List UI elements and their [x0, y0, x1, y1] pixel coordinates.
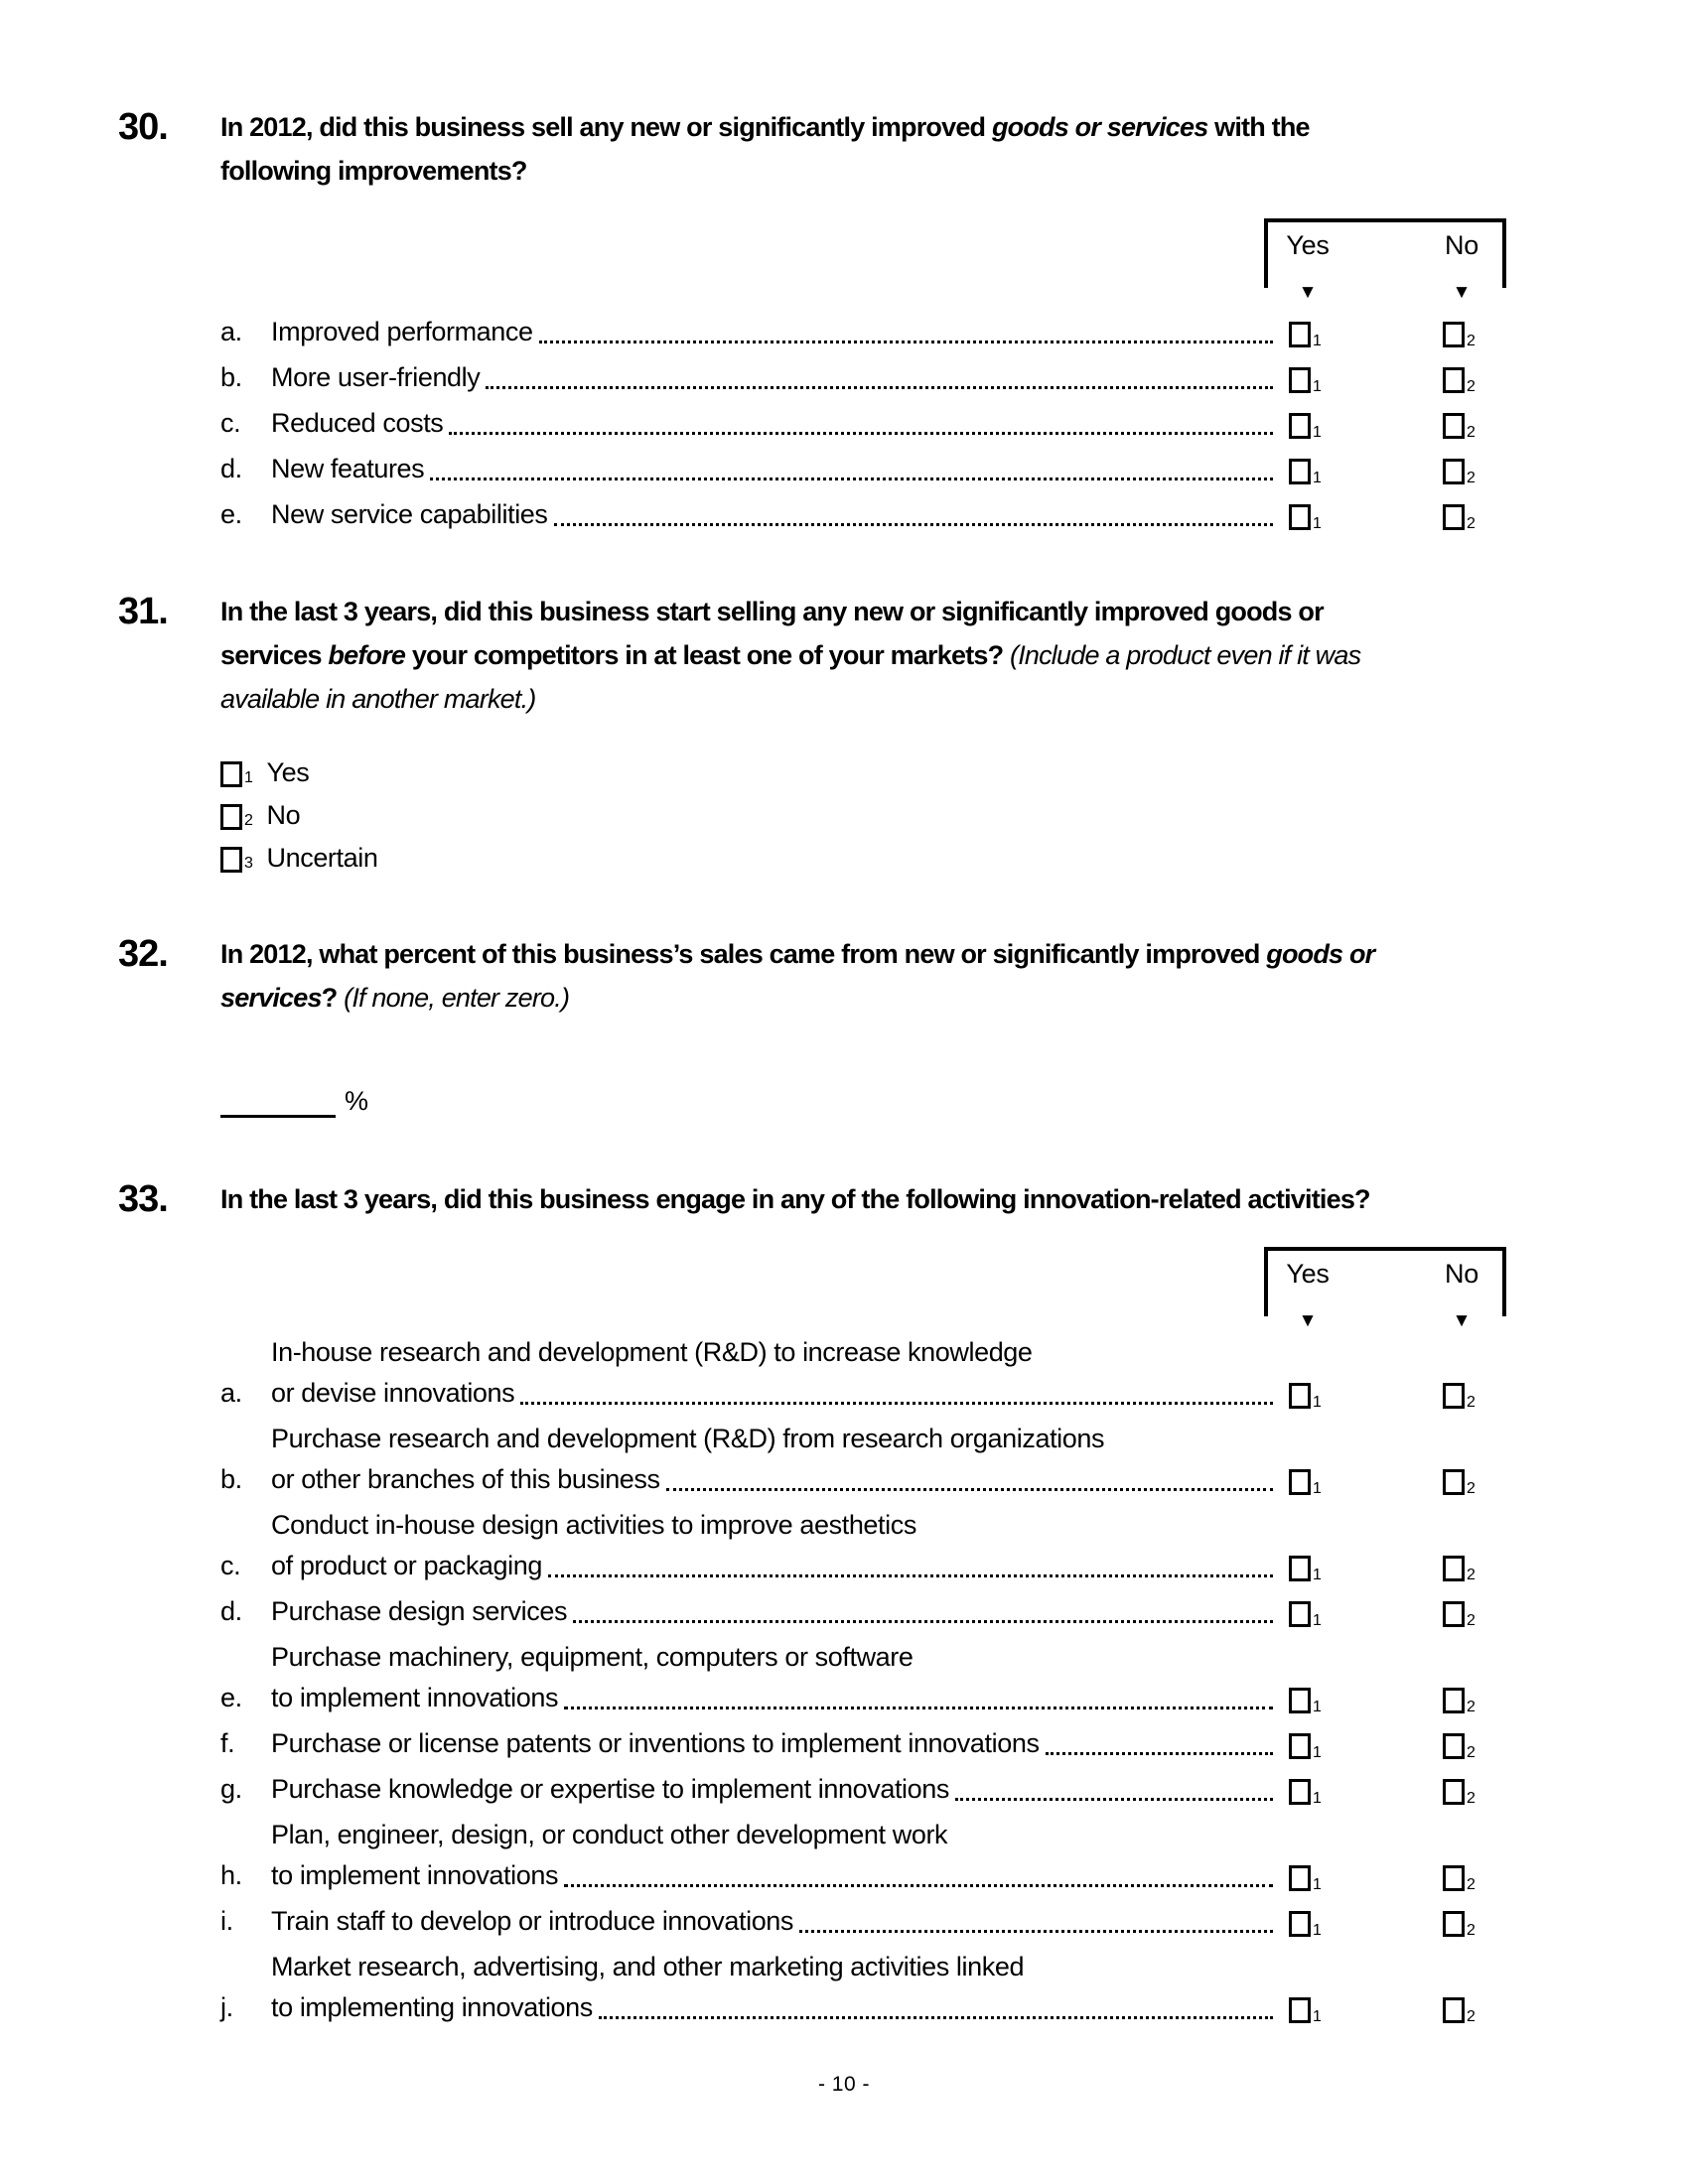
- dotted-leader: [666, 1488, 1273, 1491]
- q31-option-yes: [220, 756, 1556, 789]
- q30-e-yes-checkbox[interactable]: [1289, 504, 1311, 530]
- item-letter: a.: [220, 1378, 242, 1408]
- question-30-prompt-line-1: [220, 105, 1556, 149]
- item-text: Train staff to develop or introduce innovations: [271, 1906, 794, 1936]
- q33-f-no-checkbox[interactable]: [1443, 1733, 1465, 1759]
- prompt-emphasis: goods or services: [991, 112, 1208, 142]
- q33-yes-arrow-icon: ▼: [1298, 1310, 1318, 1331]
- q33-item-list: [220, 1332, 1556, 2028]
- checkbox-code: 1: [1313, 1790, 1322, 1807]
- item-text-line-1: In-house research and development (R&D) to increase knowledge: [271, 1337, 1033, 1367]
- item-text: More user-friendly: [271, 362, 481, 392]
- item-text: Reduced costs: [271, 408, 444, 438]
- item-letter: b.: [220, 1464, 242, 1494]
- checkbox-code: 1: [1313, 470, 1322, 486]
- q33-c-yes-checkbox[interactable]: [1289, 1556, 1311, 1581]
- q31-yes-checkbox[interactable]: [220, 761, 242, 787]
- checkbox-code: 2: [1467, 1744, 1476, 1761]
- q30-a-no-checkbox[interactable]: [1443, 322, 1465, 347]
- q33-j-no-checkbox[interactable]: [1443, 1997, 1465, 2023]
- q30-d-no-checkbox[interactable]: [1443, 459, 1465, 484]
- q31-option-no: [220, 799, 1556, 832]
- dotted-leader: [430, 478, 1273, 480]
- dotted-leader: [554, 523, 1273, 526]
- checkbox-code: 2: [1467, 1876, 1476, 1893]
- item-text-line-1: Purchase research and development (R&D) from research organizations: [271, 1424, 1105, 1453]
- item-letter: i.: [220, 1906, 233, 1936]
- q33-f-yes-checkbox[interactable]: [1289, 1733, 1311, 1759]
- q33-i-no-checkbox[interactable]: [1443, 1911, 1465, 1937]
- question-31: [118, 590, 1688, 885]
- q33-i-yes-checkbox[interactable]: [1289, 1911, 1311, 1937]
- q33-c-no-checkbox[interactable]: [1443, 1556, 1465, 1581]
- q31-options: [220, 756, 1556, 875]
- q33-j-yes-checkbox[interactable]: [1289, 1997, 1311, 2023]
- checkbox-code: 1: [1313, 1394, 1322, 1411]
- checkbox-code: 2: [1467, 1480, 1476, 1497]
- q33-item-b: [220, 1419, 1556, 1500]
- item-text-line-1: Market research, advertising, and other marketing activities linked: [271, 1952, 1025, 1981]
- checkbox-code: 2: [1467, 333, 1476, 349]
- question-32-prompt-line-2: [220, 976, 1556, 1020]
- prompt-text: ?: [321, 983, 345, 1013]
- checkbox-code: 1: [1313, 424, 1322, 441]
- dotted-leader: [955, 1798, 1273, 1801]
- checkbox-code: 2: [1467, 515, 1476, 532]
- q33-a-no-checkbox[interactable]: [1443, 1383, 1465, 1409]
- checkbox-code: 2: [1467, 1699, 1476, 1715]
- q33-yes-no-header-bracket: [1264, 1247, 1506, 1331]
- q30-item-e: [220, 494, 1556, 535]
- item-letter: g.: [220, 1774, 242, 1804]
- q30-no-arrow-icon: ▼: [1452, 282, 1472, 303]
- item-text-line-2: or devise innovations: [271, 1378, 515, 1408]
- q33-e-no-checkbox[interactable]: [1443, 1688, 1465, 1713]
- q33-no-column-label: No: [1445, 1259, 1478, 1289]
- checkbox-code: 1: [1313, 1744, 1322, 1761]
- prompt-note: (If none, enter zero.): [344, 983, 570, 1013]
- page-number: - 10 -: [817, 2073, 870, 2096]
- q33-item-i: [220, 1901, 1556, 1942]
- prompt-emphasis: services: [220, 983, 322, 1013]
- option-label: Uncertain: [266, 843, 378, 873]
- prompt-text: your competitors in at least one of your markets?: [405, 640, 1010, 670]
- item-text-line-2: of product or packaging: [271, 1551, 542, 1580]
- prompt-note: (Include a product even if it was: [1010, 640, 1361, 670]
- q32-percent-input[interactable]: [220, 1081, 336, 1118]
- q33-b-yes-checkbox[interactable]: [1289, 1469, 1311, 1495]
- item-letter: a.: [220, 317, 242, 346]
- percent-sign: %: [345, 1086, 368, 1116]
- dotted-leader: [548, 1574, 1273, 1577]
- q33-h-yes-checkbox[interactable]: [1289, 1865, 1311, 1891]
- q33-g-no-checkbox[interactable]: [1443, 1779, 1465, 1805]
- q33-h-no-checkbox[interactable]: [1443, 1865, 1465, 1891]
- q33-item-g: [220, 1769, 1556, 1810]
- q30-yes-column-label: Yes: [1286, 230, 1330, 260]
- q30-item-list: [220, 312, 1556, 535]
- q30-d-yes-checkbox[interactable]: [1289, 459, 1311, 484]
- q30-a-yes-checkbox[interactable]: [1289, 322, 1311, 347]
- dotted-leader: [799, 1930, 1273, 1933]
- item-text-line-1: Conduct in-house design activities to improve aesthetics: [271, 1510, 916, 1540]
- question-31-prompt-line-3: available in another market.): [220, 684, 536, 714]
- dotted-leader: [564, 1884, 1273, 1887]
- item-letter: b.: [220, 362, 242, 392]
- q30-item-d: [220, 449, 1556, 489]
- checkbox-code: 2: [1467, 1394, 1476, 1411]
- item-letter: c.: [220, 408, 241, 438]
- option-label: Yes: [266, 757, 310, 787]
- q30-c-no-checkbox[interactable]: [1443, 413, 1465, 439]
- item-letter: d.: [220, 454, 242, 483]
- q30-c-yes-checkbox[interactable]: [1289, 413, 1311, 439]
- question-33: [118, 1177, 1688, 2033]
- q33-a-yes-checkbox[interactable]: [1289, 1383, 1311, 1409]
- dotted-leader: [486, 386, 1273, 389]
- dotted-leader: [520, 1402, 1273, 1405]
- q33-g-yes-checkbox[interactable]: [1289, 1779, 1311, 1805]
- question-31-prompt-line-2: [220, 633, 1556, 677]
- item-letter: e.: [220, 1683, 242, 1712]
- checkbox-code: 1: [244, 769, 253, 786]
- checkbox-code: 1: [1313, 515, 1322, 532]
- q32-answer-line: [220, 1081, 1556, 1118]
- question-30: [118, 105, 1688, 540]
- dotted-leader: [539, 341, 1273, 343]
- checkbox-code: 1: [1313, 1480, 1322, 1497]
- checkbox-code: 1: [1313, 1922, 1322, 1939]
- item-text-line-2: to implementing innovations: [271, 1992, 593, 2022]
- dotted-leader: [1046, 1752, 1273, 1755]
- item-letter: f.: [220, 1728, 235, 1758]
- item-text-line-1: Purchase machinery, equipment, computers or software: [271, 1642, 914, 1672]
- checkbox-code: 2: [244, 812, 253, 829]
- item-letter: d.: [220, 1596, 242, 1626]
- q33-e-yes-checkbox[interactable]: [1289, 1688, 1311, 1713]
- checkbox-code: 2: [1467, 424, 1476, 441]
- checkbox-code: 2: [1467, 470, 1476, 486]
- q30-yes-arrow-icon: ▼: [1298, 282, 1318, 303]
- q30-item-a: [220, 312, 1556, 352]
- checkbox-code: 1: [1313, 1567, 1322, 1583]
- dotted-leader: [573, 1620, 1273, 1623]
- q33-item-h: [220, 1815, 1556, 1896]
- item-text-line-2: to implement innovations: [271, 1860, 559, 1890]
- item-text-line-2: or other branches of this business: [271, 1464, 660, 1494]
- q30-b-yes-checkbox[interactable]: [1289, 367, 1311, 393]
- q30-no-column-label: No: [1445, 230, 1478, 260]
- checkbox-code: 2: [1467, 1567, 1476, 1583]
- dotted-leader: [564, 1706, 1273, 1709]
- q33-item-d: [220, 1591, 1556, 1632]
- question-32-number: 32.: [118, 933, 168, 975]
- item-letter: j.: [220, 1992, 233, 2022]
- item-letter: h.: [220, 1860, 242, 1890]
- prompt-emphasis: before: [328, 640, 406, 670]
- q31-uncertain-checkbox[interactable]: [220, 847, 242, 873]
- checkbox-code: 2: [1467, 378, 1476, 395]
- option-label: No: [266, 800, 301, 830]
- q33-item-f: [220, 1723, 1556, 1764]
- checkbox-code: 2: [1467, 2008, 1476, 2025]
- question-31-number: 31.: [118, 591, 168, 632]
- q31-option-uncertain: [220, 842, 1556, 875]
- q33-d-no-checkbox[interactable]: [1443, 1601, 1465, 1627]
- prompt-text: In 2012, what percent of this business’s sales came from new or significantly improved: [220, 939, 1267, 969]
- item-text-line-1: Plan, engineer, design, or conduct other development work: [271, 1820, 948, 1849]
- item-text: New service capabilities: [271, 499, 548, 529]
- prompt-text: services: [220, 640, 329, 670]
- prompt-text: with the: [1207, 112, 1310, 142]
- item-text: New features: [271, 454, 425, 483]
- item-text: Purchase design services: [271, 1596, 568, 1626]
- checkbox-code: 2: [1467, 1790, 1476, 1807]
- q30-b-no-checkbox[interactable]: [1443, 367, 1465, 393]
- question-32: [118, 932, 1688, 1118]
- q33-item-j: [220, 1947, 1556, 2028]
- checkbox-code: 1: [1313, 1699, 1322, 1715]
- q33-yes-column-label: Yes: [1286, 1259, 1330, 1289]
- checkbox-code: 1: [1313, 333, 1322, 349]
- question-30-number: 30.: [118, 106, 168, 148]
- item-text: Purchase knowledge or expertise to implement innovations: [271, 1774, 949, 1804]
- item-text: Purchase or license patents or inventions to implement innovations: [271, 1728, 1040, 1758]
- q33-no-arrow-icon: ▼: [1452, 1310, 1472, 1331]
- q33-d-yes-checkbox[interactable]: [1289, 1601, 1311, 1627]
- q31-no-checkbox[interactable]: [220, 804, 242, 830]
- question-32-prompt-line-1: [220, 932, 1556, 976]
- q30-e-no-checkbox[interactable]: [1443, 504, 1465, 530]
- q30-item-b: [220, 357, 1556, 398]
- q33-item-c: [220, 1505, 1556, 1586]
- q33-item-a: [220, 1332, 1556, 1414]
- question-30-prompt-line-2: following improvements?: [220, 156, 527, 186]
- q30-yes-no-header-bracket: [1264, 218, 1506, 303]
- item-letter: c.: [220, 1551, 241, 1580]
- question-33-prompt-line-1: In the last 3 years, did this business engage in any of the following innovation-related activities?: [220, 1184, 1370, 1214]
- prompt-emphasis: goods or: [1266, 939, 1375, 969]
- checkbox-code: 3: [244, 855, 253, 872]
- item-text-line-2: to implement innovations: [271, 1683, 559, 1712]
- item-letter: e.: [220, 499, 242, 529]
- checkbox-code: 1: [1313, 1612, 1322, 1629]
- dotted-leader: [449, 432, 1273, 435]
- item-text: Improved performance: [271, 317, 533, 346]
- dotted-leader: [599, 2016, 1273, 2019]
- checkbox-code: 1: [1313, 2008, 1322, 2025]
- prompt-text: In 2012, did this business sell any new or significantly improved: [220, 112, 992, 142]
- q33-b-no-checkbox[interactable]: [1443, 1469, 1465, 1495]
- question-33-number: 33.: [118, 1178, 168, 1220]
- q33-item-e: [220, 1637, 1556, 1718]
- checkbox-code: 1: [1313, 1876, 1322, 1893]
- question-31-prompt-line-1: In the last 3 years, did this business start selling any new or significantly improved goods or: [220, 597, 1324, 626]
- q30-item-c: [220, 403, 1556, 444]
- checkbox-code: 1: [1313, 378, 1322, 395]
- checkbox-code: 2: [1467, 1922, 1476, 1939]
- checkbox-code: 2: [1467, 1612, 1476, 1629]
